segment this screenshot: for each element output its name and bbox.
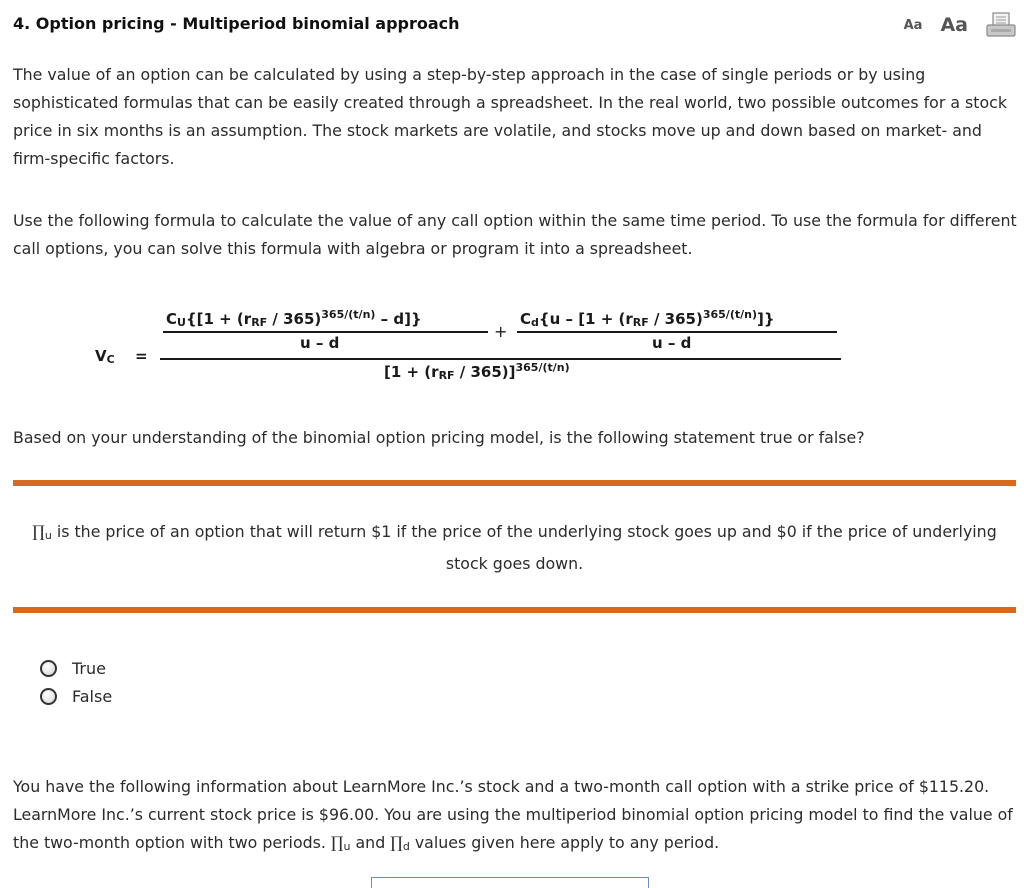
t1-a: {[1 + (r: [185, 310, 252, 328]
formula-intro-paragraph: Use the following formula to calculate the value of any call option within the same time period. To use the formula for different call options, you can solve this formula with algebra or program it into a spreadsheet.: [13, 211, 1017, 258]
toolbar: [904, 12, 1016, 38]
option-true[interactable]: [40, 659, 106, 678]
t2-sup: 365/(t/n): [702, 308, 757, 321]
formula-term2-fraction-line: [517, 331, 837, 333]
statement-top-rule: [13, 480, 1016, 486]
formula-main-fraction-line: [160, 358, 841, 360]
formula-main-denominator: [384, 361, 570, 382]
t2-a: {u – [1 + (r: [538, 310, 633, 328]
option-false[interactable]: [40, 687, 112, 706]
question-text: Based on your understanding of the binomial option pricing model, is the following statement true or false?: [13, 428, 865, 447]
formula-term1-fraction-line: [163, 331, 488, 333]
den-a: [1 + (r: [384, 363, 439, 381]
den-sup: 365/(t/n): [515, 361, 570, 374]
statement-text: [13, 518, 1016, 578]
radio-false[interactable]: [40, 688, 57, 705]
intro-paragraph: The value of an option can be calculated by using a step-by-step approach in the case of single periods or by using sophisticated formulas that can be easily created through a spreadsheet. In the real world, two possible outcomes for a stock price in six months is an assumption. The stock markets are volatile, and stocks move up and down based on market- and firm-specific factors.: [13, 65, 1007, 168]
t1-sup: 365/(t/n): [321, 308, 376, 321]
formula-term1-denominator: u – d: [300, 334, 340, 352]
den-b: / 365)]: [454, 363, 516, 381]
formula-equals: =: [135, 347, 148, 365]
t1-r-sub: RF: [251, 316, 268, 329]
formula-term2-numerator: [520, 308, 775, 329]
formula-lhs-sub: C: [106, 353, 115, 366]
formula-lhs-v: V: [95, 347, 107, 365]
t1-b: / 365): [267, 310, 322, 328]
t1-c: C: [166, 310, 178, 328]
t1-c2: – d]}: [375, 310, 422, 328]
pi-d-symbol: ∏: [390, 833, 403, 852]
pi-d-sub: d: [402, 840, 410, 853]
option-false-label[interactable]: False: [72, 687, 113, 706]
pi-u-sub: u: [343, 840, 351, 853]
pi-subscript: u: [44, 529, 52, 542]
info-and: and: [350, 833, 391, 852]
table-top-edge: [371, 877, 649, 888]
formula-term2-denominator: u – d: [652, 334, 692, 352]
increase-font-button[interactable]: Aa: [940, 14, 968, 36]
formula-lhs: [95, 347, 115, 366]
t1-c-sub: U: [177, 316, 186, 329]
t2-c-sub: d: [531, 316, 539, 329]
formula-term1-numerator: [166, 308, 422, 329]
statement-bottom-rule: [13, 607, 1016, 613]
t2-c2: ]}: [756, 310, 775, 328]
pi-u-symbol: ∏: [330, 833, 344, 852]
statement-body: is the price of an option that will return $1 if the price of the underlying stock goes up and $0 if the price of underlying stock goes down.: [51, 522, 997, 573]
info-text-a: You have the following information about LearnMore Inc.’s stock and a two-month call option with a strike price of $115.20. LearnMore Inc.’s current stock price is $96.00. You are using the multiperiod binomial option pricing model to find the value of the two-month option with two periods.: [13, 777, 1013, 852]
option-true-label[interactable]: True: [72, 659, 106, 678]
info-paragraph: [13, 773, 1017, 861]
radio-true[interactable]: [40, 660, 57, 677]
info-text-b: values given here apply to any period.: [409, 833, 720, 852]
pi-symbol: ∏: [32, 522, 45, 541]
den-r-sub: RF: [438, 369, 455, 382]
decrease-font-button[interactable]: Aa: [903, 17, 923, 33]
page-title: 4. Option pricing - Multiperiod binomial approach: [13, 14, 460, 33]
print-icon[interactable]: [986, 12, 1016, 38]
formula-plus: +: [494, 322, 508, 341]
t2-c: C: [520, 310, 532, 328]
t2-b: / 365): [648, 310, 703, 328]
t2-r-sub: RF: [632, 316, 649, 329]
